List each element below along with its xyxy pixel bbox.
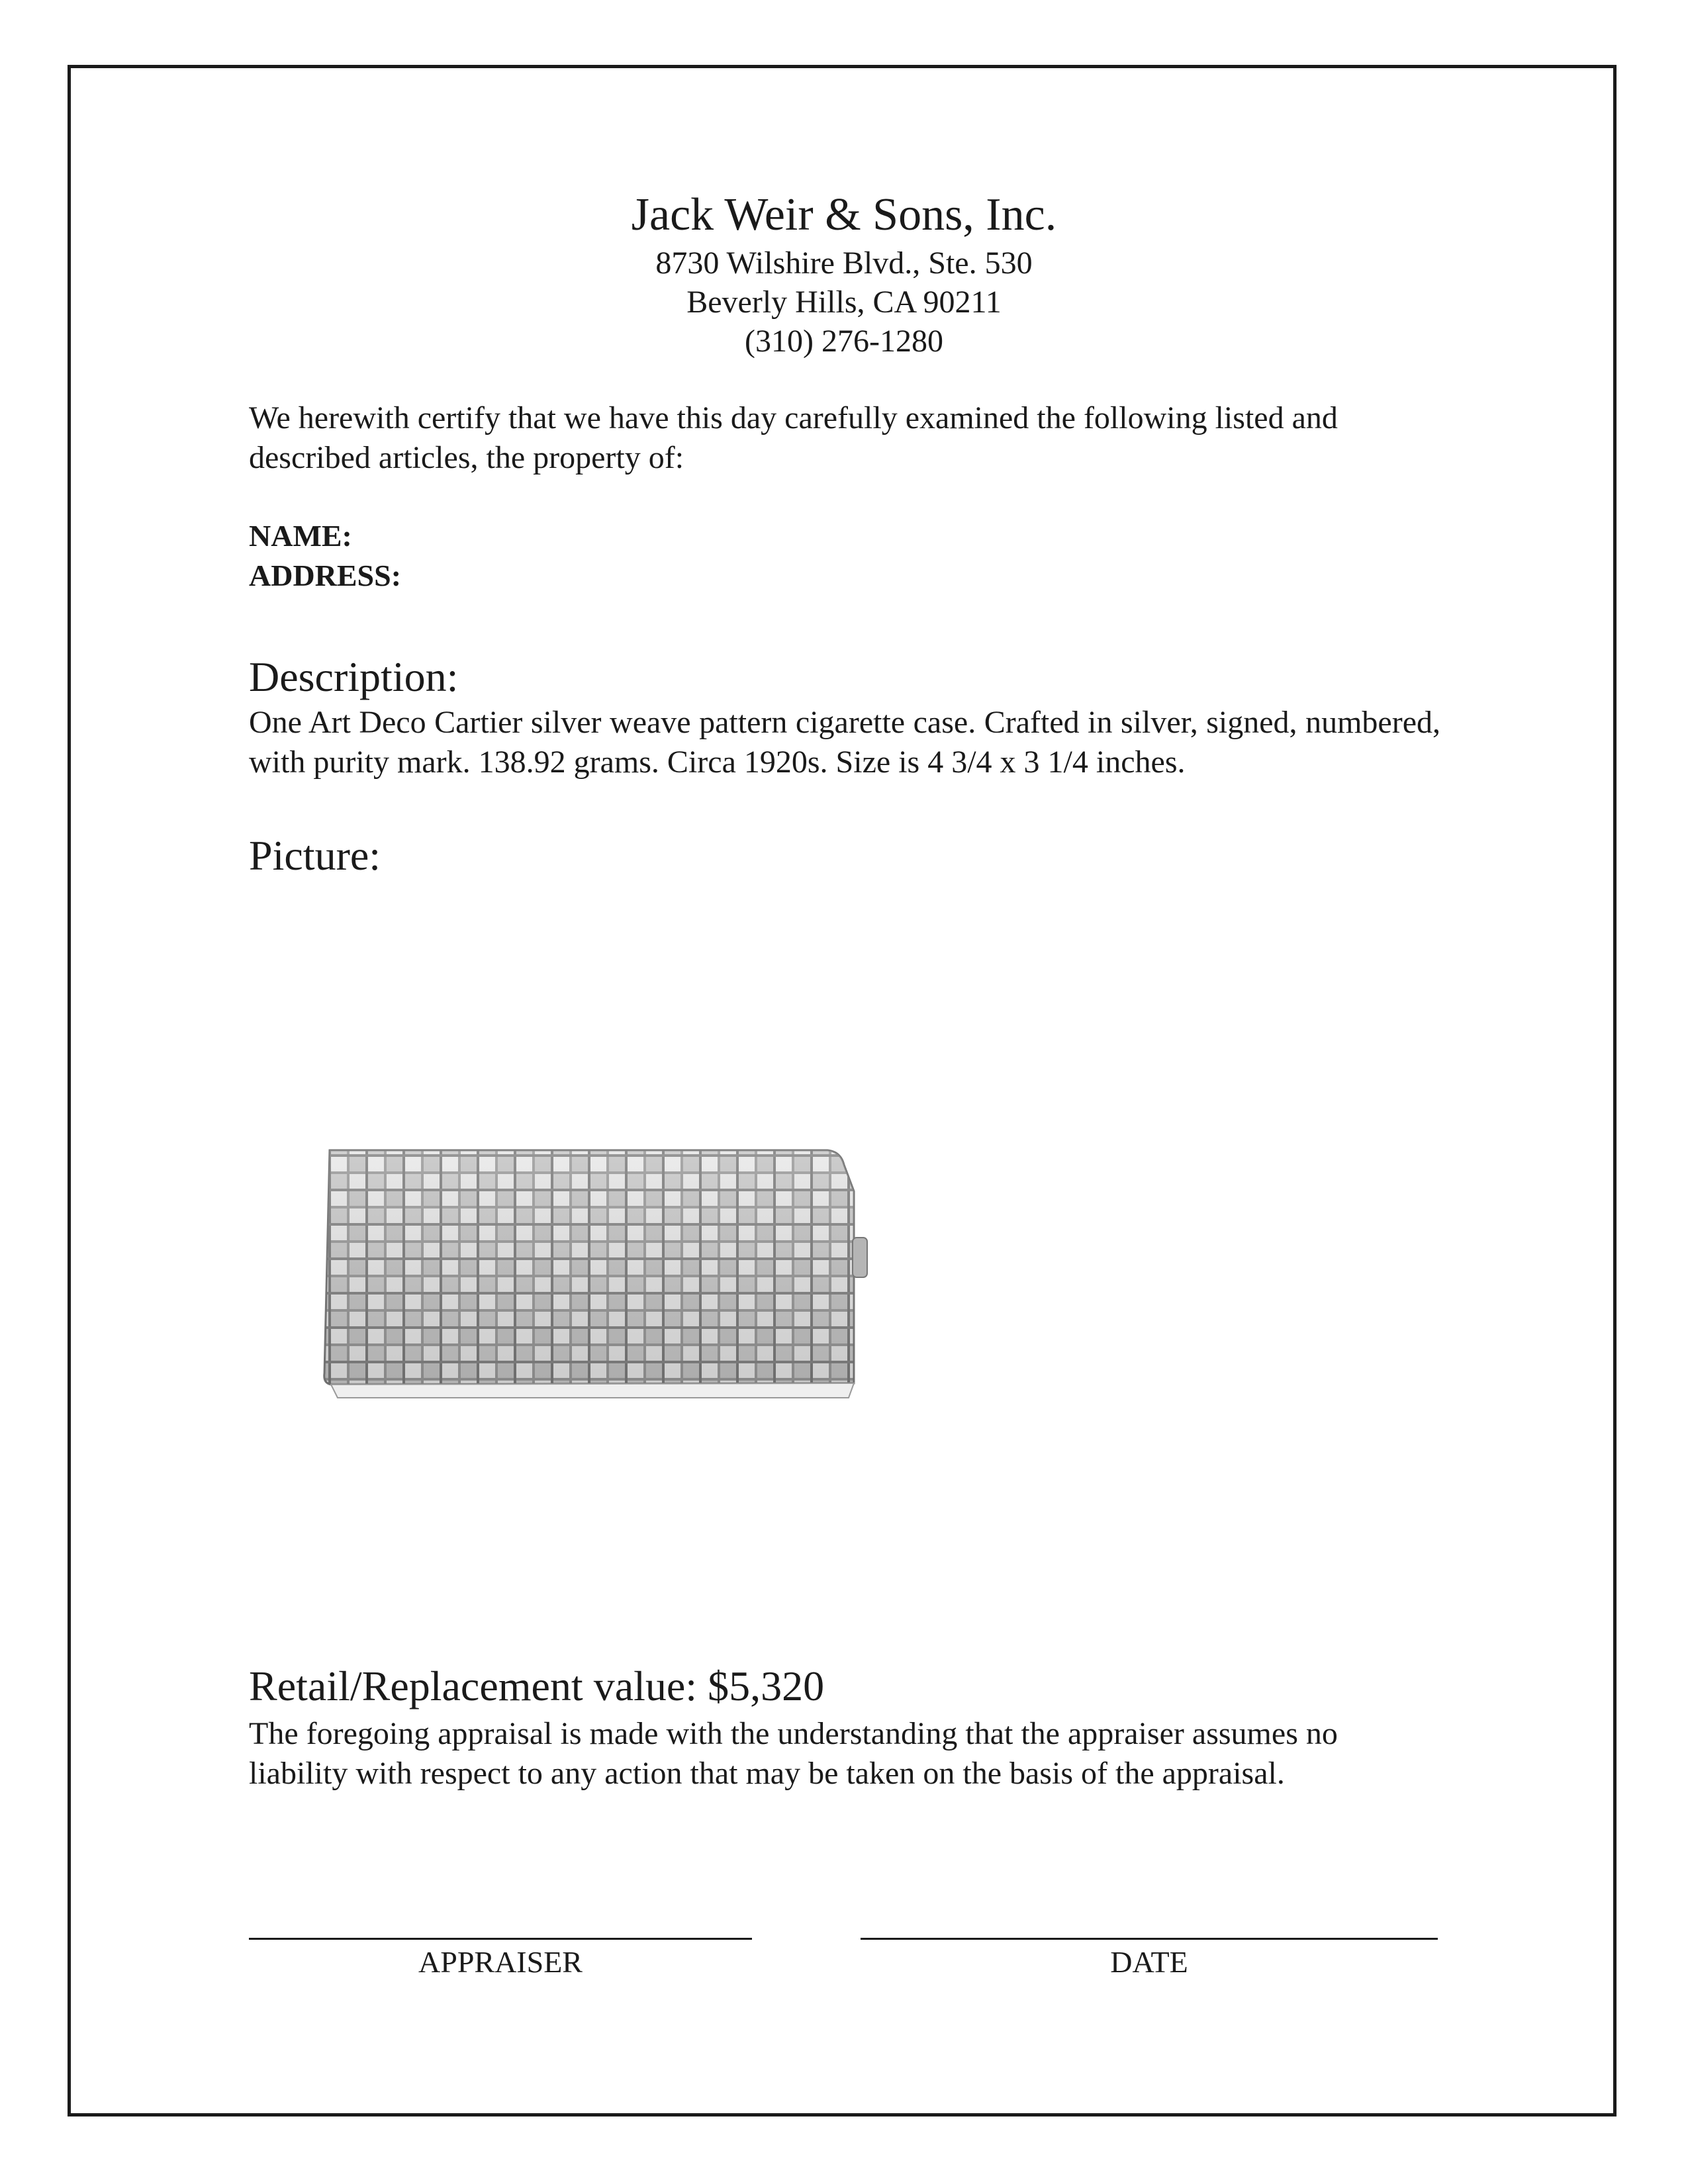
date-signature-line xyxy=(861,1938,1438,1940)
certification-statement: We herewith certify that we have this day carefully examined the following listed and described articles, the property of: xyxy=(249,400,1338,475)
company-name: Jack Weir & Sons, Inc. xyxy=(631,189,1057,240)
appraiser-label: APPRAISER xyxy=(418,1945,583,1979)
description-text: One Art Deco Cartier silver weave pattern cigarette case. Crafted in silver, signed, numbered, with purity mark. 138.92 grams. Circa 1920s. Size is 4 3/4 x 3 1/4 inches. xyxy=(249,705,1440,780)
appraisal-disclaimer: The foregoing appraisal is made with the understanding that the appraiser assumes no liability with respect to any action that may be taken on the basis of the appraisal. xyxy=(249,1716,1338,1791)
retail-value-heading: Retail/Replacement value: $5,320 xyxy=(249,1662,825,1709)
description-heading: Description: xyxy=(249,653,459,700)
cigarette-case-photo xyxy=(311,1138,907,1403)
company-phone: (310) 276-1280 xyxy=(745,324,943,359)
company-address-line1: 8730 Wilshire Blvd., Ste. 530 xyxy=(655,246,1033,281)
owner-name-label: NAME: xyxy=(249,519,352,553)
picture-heading: Picture: xyxy=(249,832,381,879)
appraiser-signature-line xyxy=(249,1938,752,1940)
date-label: DATE xyxy=(1110,1945,1188,1979)
company-address-line2: Beverly Hills, CA 90211 xyxy=(686,285,1002,320)
owner-address-label: ADDRESS: xyxy=(249,559,402,592)
page-border xyxy=(68,65,1617,2116)
